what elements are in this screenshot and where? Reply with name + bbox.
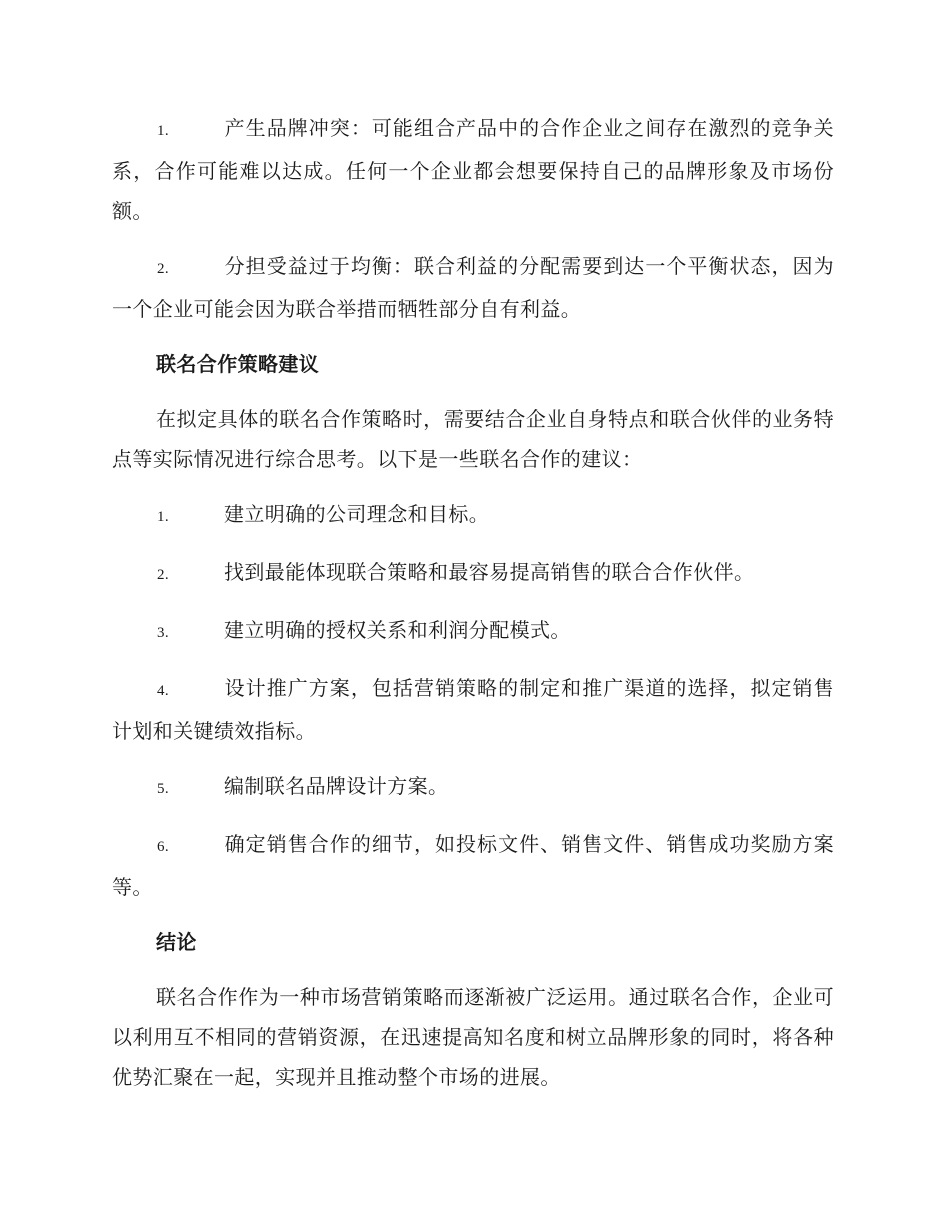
- list-number: 1.: [157, 509, 170, 525]
- section-heading-strategy: 联名合作策略建议: [156, 352, 320, 376]
- list-number: 6.: [157, 839, 170, 855]
- list-text: 分担受益过于均衡：联合利益的分配需要到达一个平衡状态，因为一个企业可能会因为联合举措而牺牲部分自有利益。: [112, 254, 834, 321]
- list-number: 5.: [157, 781, 170, 797]
- list-item: [112, 108, 834, 231]
- list-text: 找到最能体现联合策略和最容易提高销售的联合合作伙伴。: [224, 560, 755, 584]
- list-item: [112, 552, 834, 595]
- list-item: [112, 668, 834, 751]
- list-number: 4.: [157, 683, 170, 699]
- list-number: 2.: [157, 567, 170, 583]
- strategy-intro-paragraph: 在拟定具体的联名合作策略时，需要结合企业自身特点和联合伙伴的业务特点等实际情况进行综合思考。以下是一些联名合作的建议：: [112, 407, 834, 471]
- document-page: [112, 108, 834, 1112]
- list-number: 2.: [157, 261, 170, 277]
- list-item: [112, 610, 834, 653]
- list-item: [112, 824, 834, 907]
- list-text: 设计推广方案，包括营销策略的制定和推广渠道的选择，拟定销售计划和关键绩效指标。: [112, 676, 834, 743]
- list-item: [112, 494, 834, 537]
- conclusion-paragraph: 联名合作作为一种市场营销策略而逐渐被广泛运用。通过联名合作，企业可以利用互不相同的营销资源，在迅速提高知名度和树立品牌形象的同时，将各种优势汇聚在一起，实现并且推动整个市场的进展。: [112, 985, 834, 1089]
- list-number: 3.: [157, 625, 170, 641]
- list-text: 编制联名品牌设计方案。: [224, 774, 449, 798]
- list-text: 建立明确的公司理念和目标。: [224, 502, 490, 526]
- list-text: 确定销售合作的细节，如投标文件、销售文件、销售成功奖励方案等。: [112, 832, 834, 899]
- list-number: 1.: [157, 123, 170, 139]
- section-heading-conclusion: 结论: [156, 930, 197, 954]
- list-item: [112, 246, 834, 329]
- list-text: 产生品牌冲突：可能组合产品中的合作企业之间存在激烈的竞争关系，合作可能难以达成。任何一个企业都会想要保持自己的品牌形象及市场份额。: [112, 116, 834, 223]
- list-text: 建立明确的授权关系和利润分配模式。: [224, 618, 571, 642]
- list-item: [112, 766, 834, 809]
